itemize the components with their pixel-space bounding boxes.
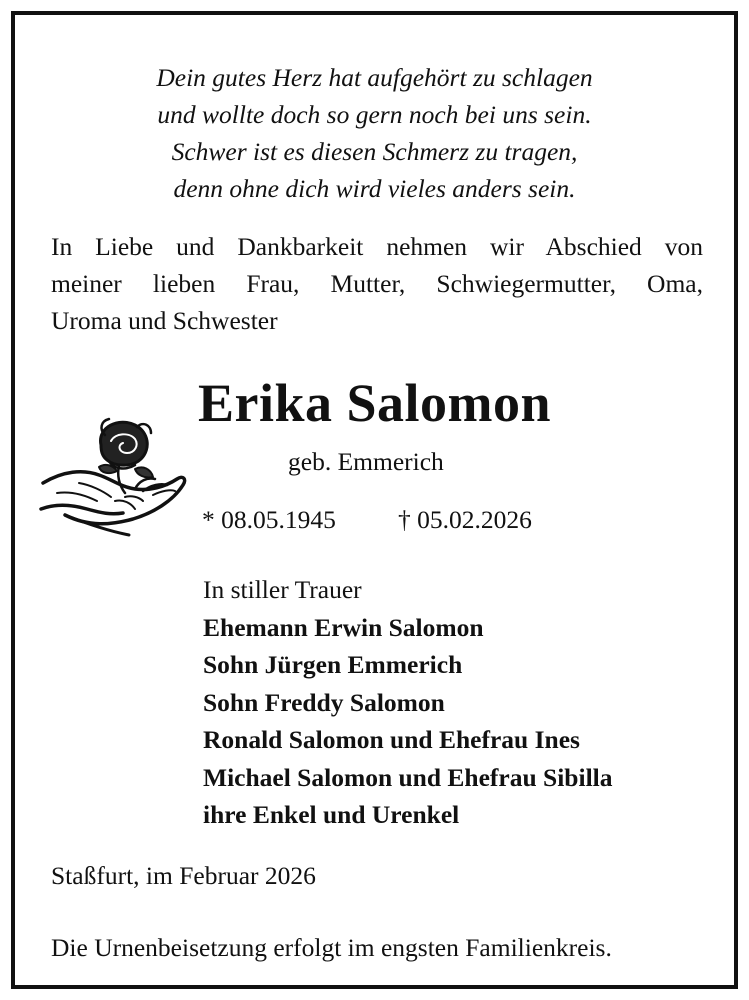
mourner-name: Sohn Freddy Salomon bbox=[203, 687, 445, 717]
poem-line: denn ohne dich wird vieles anders sein. bbox=[173, 174, 576, 203]
memorial-poem bbox=[15, 59, 734, 207]
obituary-notice bbox=[11, 11, 738, 989]
farewell-line: meiner lieben Frau, Mutter, Schwiegermutter, Oma, bbox=[51, 269, 703, 298]
poem-line: und wollte doch so gern noch bei uns sein. bbox=[157, 100, 592, 129]
mourner-name: ihre Enkel und Urenkel bbox=[203, 800, 460, 829]
mourner-name: Michael Salomon und Ehefrau Sibilla bbox=[203, 762, 613, 792]
maiden-name: geb. Emmerich bbox=[288, 447, 444, 476]
death-date: † 05.02.2026 bbox=[398, 505, 532, 534]
farewell-text bbox=[51, 228, 703, 339]
deceased-name: Erika Salomon bbox=[197, 373, 552, 433]
mourners-list bbox=[203, 571, 613, 834]
mourner-name: Sohn Jürgen Emmerich bbox=[203, 650, 463, 679]
mourner-name: Ronald Salomon und Ehefrau Ines bbox=[203, 725, 580, 754]
funeral-note: Die Urnenbeisetzung erfolgt im engsten Familienkreis. bbox=[51, 933, 612, 962]
place-and-date: Staßfurt, im Februar 2026 bbox=[51, 861, 316, 890]
farewell-line: Uroma und Schwester bbox=[51, 306, 278, 335]
mourner-name: Ehemann Erwin Salomon bbox=[203, 612, 484, 642]
birth-date: * 08.05.1945 bbox=[202, 505, 336, 534]
farewell-line: In Liebe und Dankbarkeit nehmen wir Abschied von bbox=[51, 232, 703, 261]
poem-line: Schwer ist es diesen Schmerz zu tragen, bbox=[171, 137, 578, 166]
mourners-heading: In stiller Trauer bbox=[203, 575, 362, 604]
poem-line: Dein gutes Herz hat aufgehört zu schlagen bbox=[156, 63, 593, 92]
